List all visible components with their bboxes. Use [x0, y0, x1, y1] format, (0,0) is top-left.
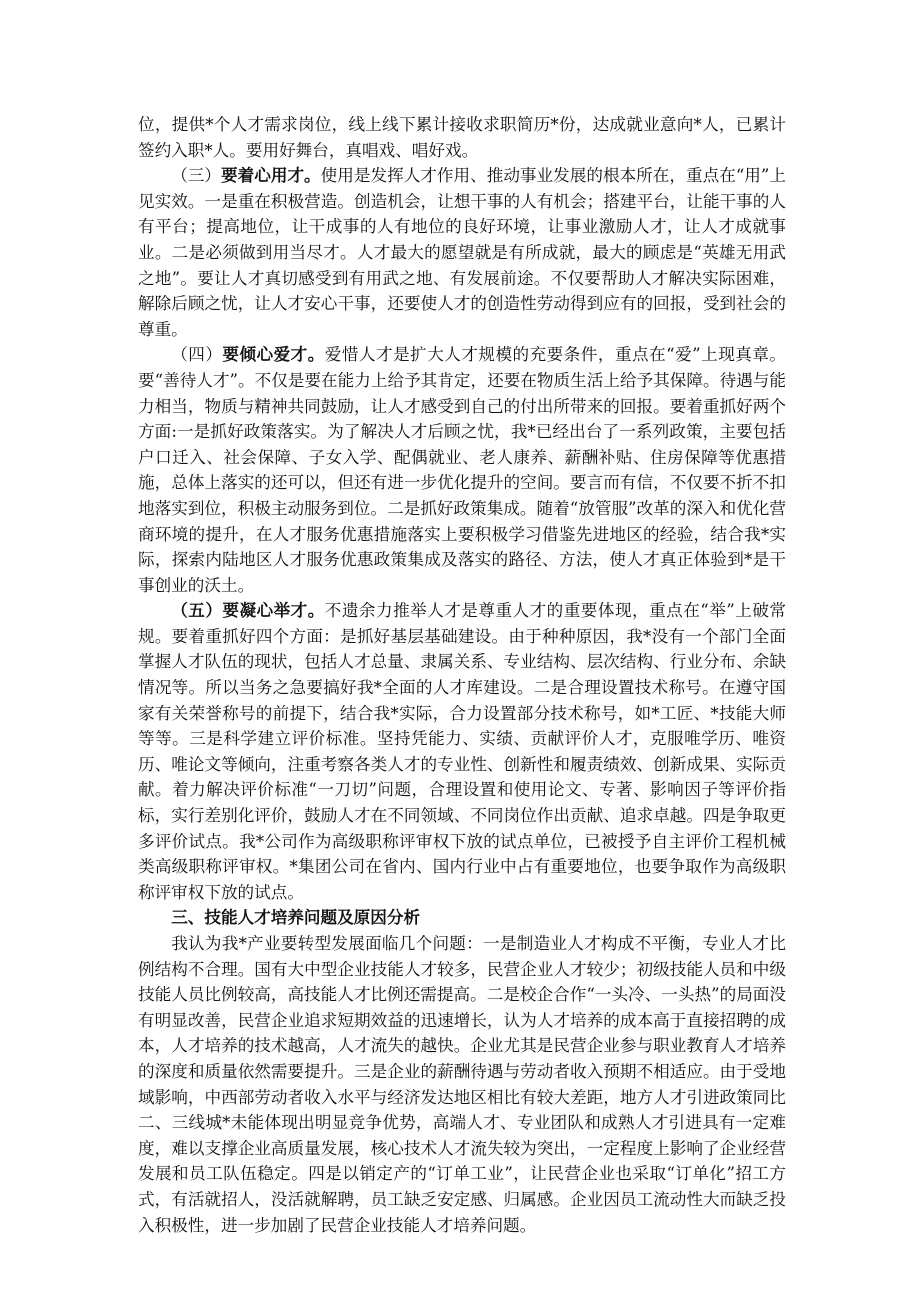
paragraph-text: 我认为我*产业要转型发展面临几个问题：一是制造业人才构成不平衡，专业人才比例结构不合理。国有大中型企业技能人才较多，民营企业人才较少；初级技能人员和中级技能人员比例较高，高技能人才比例还需提高。二是校企合作“一头冷、一头热”的局面没有明显改善，民营企业追求短期效益的迅速增长，认为人才培养的成本高于直接招聘的成本，人才培养的技术越高，人才流失的越快。企业尤其是民营企业参与职业教育人才培养的深度和质量依然需要提升。三是企业的薪酬待遇与劳动者收入预期不相适应。由于受地域影响，中西部劳动者收入水平与经济发达地区相比有较大差距，地方人才引进政策同比二、三线城*未能体现出明显竞争优势，高端人才、专业团队和成熟人才引进具有一定难度，难以支撑企业高质量发展，核心技术人才流失较为突出，一定程度上影响了企业经营发展和员工队伍稳定。四是以销定产的“订单工业”，让民营企业也采取“订单化”招工方式，有活就招人，没活就解聘，员工缺乏安定感、归属感。企业因员工流动性大而缺乏投入积极性，进一步加剧了民营企业技能人才培养问题。 — [138, 934, 786, 1235]
section-heading: 三、技能人才培养问题及原因分析 — [171, 908, 421, 928]
paragraph-section-four — [138, 342, 786, 598]
paragraph-analysis — [138, 931, 786, 1238]
section-prefix: （五） — [171, 601, 223, 621]
paragraph-text: 不遗余力推举人才是尊重人才的重要体现，重点在“举”上破常规。要着重抓好四个方面：是抓好基层基础建设。由于种种原因，我*没有一个部门全面掌握人才队伍的现状，包括人才总量、隶属关系、专业结构、层次结构、行业分布、余缺情况等。所以当务之急要搞好我*全面的人才库建设。二是合理设置技术称号。在遵守国家有关荣誉称号的前提下，结合我*实际，合力设置部分技术称号，如*工匠、*技能大师等等。三是科学建立评价标准。坚持凭能力、实绩、贡献评价人才，克服唯学历、唯资历、唯论文等倾向，注重考察各类人才的专业性、创新性和履责绩效、创新成果、实际贡献。着力解决评价标准“一刀切”问题，合理设置和使用论文、专著、影响因子等评价指标，实行差别化评价，鼓励人才在不同领域、不同岗位作出贡献、追求卓越。四是争取更多评价试点。我*公司作为高级职称评审权下放的试点单位，已被授予自主评价工程机械类高级职称评审权。*集团公司在省内、国内行业中占有重要地位，也要争取作为高级职称评审权下放的试点。 — [138, 601, 786, 902]
paragraph-section-five — [138, 598, 786, 905]
section-lead: 要凝心举才。 — [222, 601, 325, 621]
section-prefix: （三） — [171, 166, 222, 186]
paragraph-text: 爱惜人才是扩大人才规模的充要条件，重点在“爱”上现真章。要“善待人才”。不仅是要在能力上给予其肯定，还要在物质生活上给予其保障。待遇与能力相当，物质与精神共同鼓励，让人才感受到自己的付出所带来的回报。要着重抓好两个方面:一是抓好政策落实。为了解决人才后顾之忧，我*已经出台了一系列政策，主要包括户口迁入、社会保障、子女入学、配偶就业、老人康养、薪酬补贴、住房保障等优惠措施，总体上落实的还可以，但还有进一步优化提升的空间。要言而有信，不仅要不折不扣地落实到位，积极主动服务到位。二是抓好政策集成。随着“放管服”改革的深入和优化营商环境的提升，在人才服务优惠措施落实上要积极学习借鉴先进地区的经验，结合我*实际，探索内陆地区人才服务优惠政策集成及落实的路径、方法，使人才真正体验到*是干事创业的沃土。 — [138, 345, 786, 595]
section-prefix: （四） — [171, 345, 223, 365]
paragraph-text: 使用是发挥人才作用、推动事业发展的根本所在，重点在“用”上见实效。一是重在积极营造。创造机会，让想干事的人有机会；搭建平台，让能干事的人有平台；提高地位，让干成事的人有地位的良好环境，让事业激励人才，让人才成就事业。二是必须做到用当尽才。人才最大的愿望就是有所成就，最大的顾虑是“英雄无用武之地”。要让人才真切感受到有用武之地、有发展前途。不仅要帮助人才解决实际困难，解除后顾之忧，让人才安心干事，还要使人才的创造性劳动得到应有的回报，受到社会的尊重。 — [138, 166, 787, 339]
document-page — [138, 112, 786, 1238]
section-lead: 要倾心爱才。 — [222, 345, 325, 365]
section-lead: 要着心用才。 — [221, 166, 321, 186]
paragraph-section-three — [138, 163, 786, 342]
paragraph-text: 位，提供*个人才需求岗位，线上线下累计接收求职简历*份，达成就业意向*人，已累计签约入职*人。要用好舞台，真唱戏、唱好戏。 — [138, 115, 786, 160]
paragraph-continuation — [138, 112, 786, 163]
